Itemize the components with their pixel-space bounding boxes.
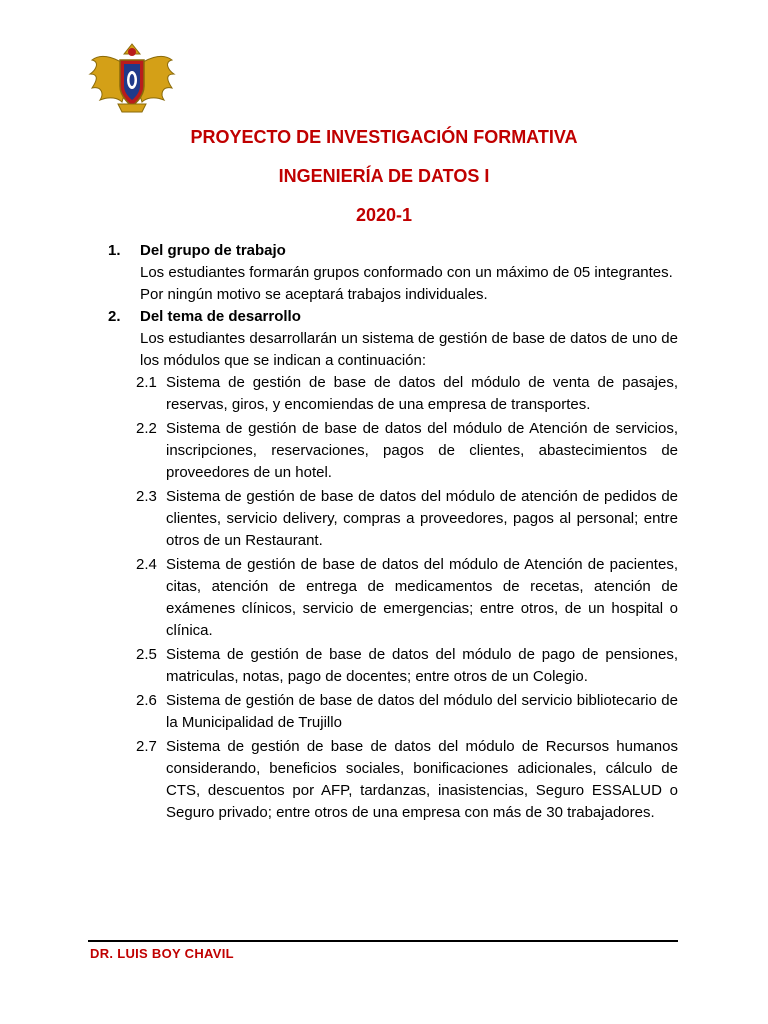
list-item-number: 2.5 [136, 646, 157, 663]
list-item-text: Sistema de gestión de base de datos del módulo de Atención de pacientes, citas, atención de entrega de medicamentos de recetas, atención de exámenes clínicos, servicio de emergencias; entre otros, de un hospital o clínica. [166, 556, 678, 639]
list-item-text: Sistema de gestión de base de datos del módulo de atención de pedidos de clientes, servicio delivery, compras a proveedores, pagos al personal; entre otros de un Restaurant. [166, 488, 678, 549]
list-item-text: Sistema de gestión de base de datos del módulo de pago de pensiones, matriculas, notas, pago de docentes; entre otros de un Colegio. [166, 646, 678, 685]
section-heading: Del tema de desarrollo [140, 308, 301, 325]
list-item [108, 486, 678, 552]
list-item [108, 644, 678, 688]
list-item-number: 2.4 [136, 556, 157, 573]
section-number: 1. [108, 242, 121, 259]
list-item-number: 2.7 [136, 738, 157, 755]
list-item-number: 2.6 [136, 692, 157, 709]
paragraph: Los estudiantes desarrollarán un sistema de gestión de base de datos de uno de los módulos que se indican a continuación: [140, 330, 678, 369]
list-item-number: 2.3 [136, 488, 157, 505]
list-item-text: Sistema de gestión de base de datos del módulo de venta de pasajes, reservas, giros, y encomiendas de una empresa de transportes. [166, 374, 678, 413]
list-item [108, 418, 678, 484]
list-item-text: Sistema de gestión de base de datos del módulo de Recursos humanos considerando, beneficios sociales, bonificaciones adicionales, cálculo de CTS, descuentos por AFP, tardanzas, inasistencias, Seguro ESSALUD o Seguro privado; entre otros de una empresa con más de 30 trabajadores. [166, 738, 678, 821]
list-item-number: 2.2 [136, 420, 157, 437]
list-item [108, 690, 678, 734]
university-crest-logo [88, 40, 176, 116]
list-item [108, 736, 678, 824]
document-body [108, 240, 678, 824]
list-item-number: 2.1 [136, 374, 157, 391]
section-number: 2. [108, 308, 121, 325]
footer-author: DR. LUIS BOY CHAVIL [90, 946, 234, 961]
footer-divider [88, 940, 678, 942]
section-heading: Del grupo de trabajo [140, 242, 286, 259]
list-item [108, 554, 678, 642]
paragraph: Por ningún motivo se aceptará trabajos individuales. [140, 286, 488, 303]
list-item [108, 372, 678, 416]
course-name: INGENIERÍA DE DATOS I [278, 166, 490, 186]
section-grupo-trabajo [108, 240, 678, 306]
section-tema-desarrollo [108, 306, 678, 824]
list-item-text: Sistema de gestión de base de datos del módulo de Atención de servicios, inscripciones, reservaciones, pagos de clientes, abastecimientos de proveedores de un hotel. [166, 420, 678, 481]
document-title: PROYECTO DE INVESTIGACIÓN FORMATIVA [190, 127, 578, 147]
list-item-text: Sistema de gestión de base de datos del módulo del servicio bibliotecario de la Municipalidad de Trujillo [166, 692, 678, 731]
paragraph: Los estudiantes formarán grupos conformado con un máximo de 05 integrantes. [140, 264, 673, 281]
semester: 2020-1 [355, 205, 413, 225]
